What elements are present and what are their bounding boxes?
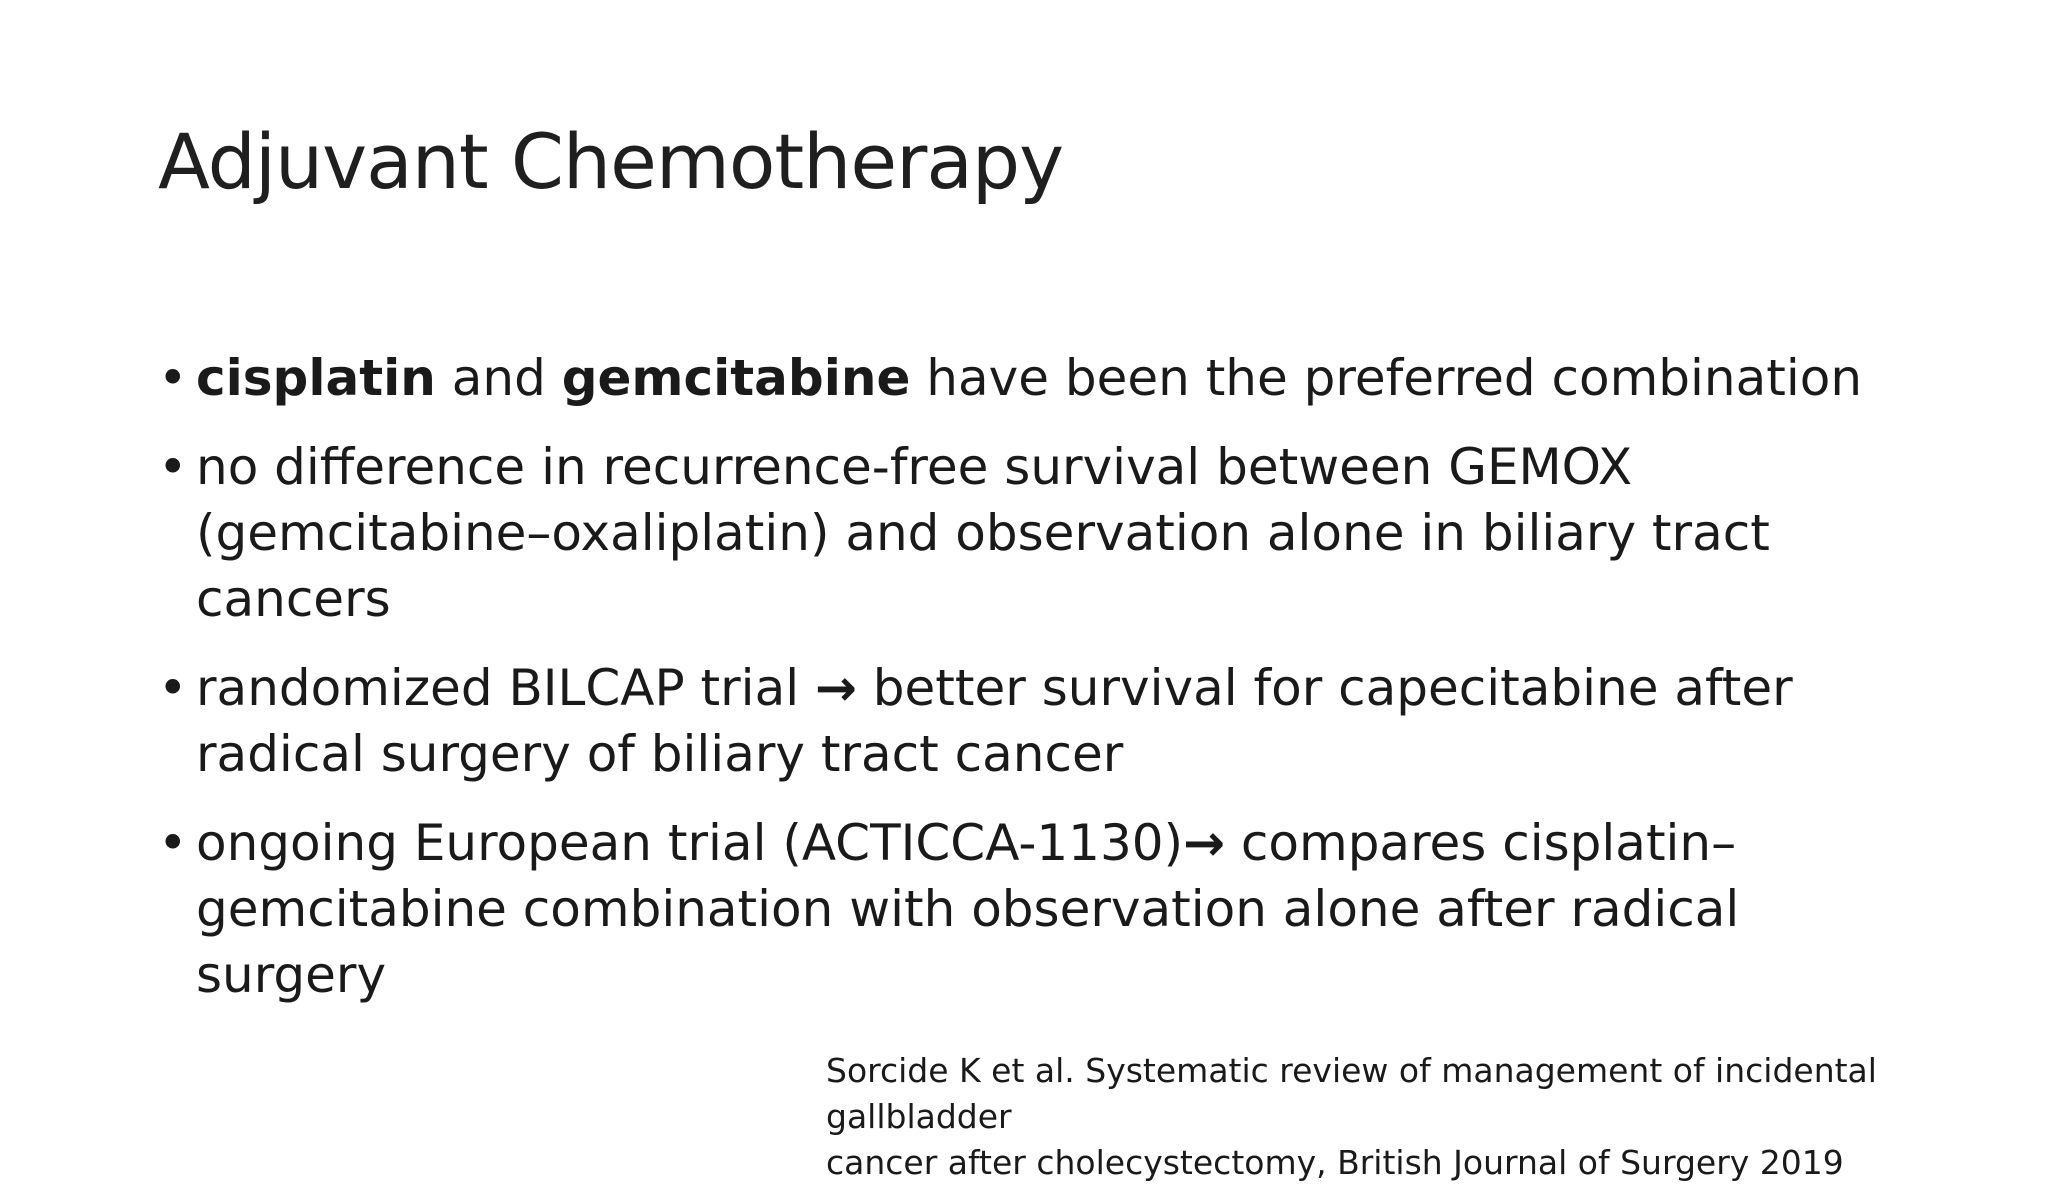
bullet-item <box>158 345 1918 411</box>
bullet-text-segment: ongoing European trial (ACTICCA-1130) <box>196 814 1184 872</box>
bold-term-gemcitabine: gemcitabine <box>561 349 911 407</box>
bullet-text: no difference in recurrence-free survival between GEMOX (gemcitabine–oxaliplatin) and observation alone in biliary tract cancers <box>196 438 1770 628</box>
bullet-dot: • <box>158 438 188 496</box>
citation-line: cancer after cholecystectomy, British Journal of Surgery 2019 <box>826 1143 1844 1182</box>
bullet-text-segment: compares cisplatin–gemcitabine combination with observation alone after radical surgery <box>196 814 1740 1004</box>
bullet-item <box>158 810 1918 1008</box>
bullet-text-segment: and <box>435 349 562 407</box>
bullet-text-segment: better survival for capecitabine after radical surgery of biliary tract cancer <box>196 659 1793 783</box>
bold-term-cisplatin: cisplatin <box>196 349 436 407</box>
citation <box>826 1048 2026 1186</box>
bullet-item <box>158 434 1918 632</box>
arrow-right-icon: → <box>1183 814 1226 872</box>
bullet-dot: • <box>158 659 188 717</box>
bullet-dot: • <box>158 814 188 872</box>
bullet-item <box>158 655 1918 787</box>
bullet-dot: • <box>158 349 188 407</box>
slide-title: Adjuvant Chemotherapy <box>158 117 1064 206</box>
bullet-text-segment: have been the preferred combination <box>910 349 1863 407</box>
citation-line: Sorcide K et al. Systematic review of management of incidental gallbladder <box>826 1051 1877 1136</box>
bullet-text <box>196 814 1739 1004</box>
bullet-text <box>196 659 1793 783</box>
bullet-text <box>196 349 1862 407</box>
bullet-text-segment: randomized BILCAP trial <box>196 659 815 717</box>
arrow-right-icon: → <box>815 659 857 717</box>
bullet-list <box>158 345 1918 1031</box>
